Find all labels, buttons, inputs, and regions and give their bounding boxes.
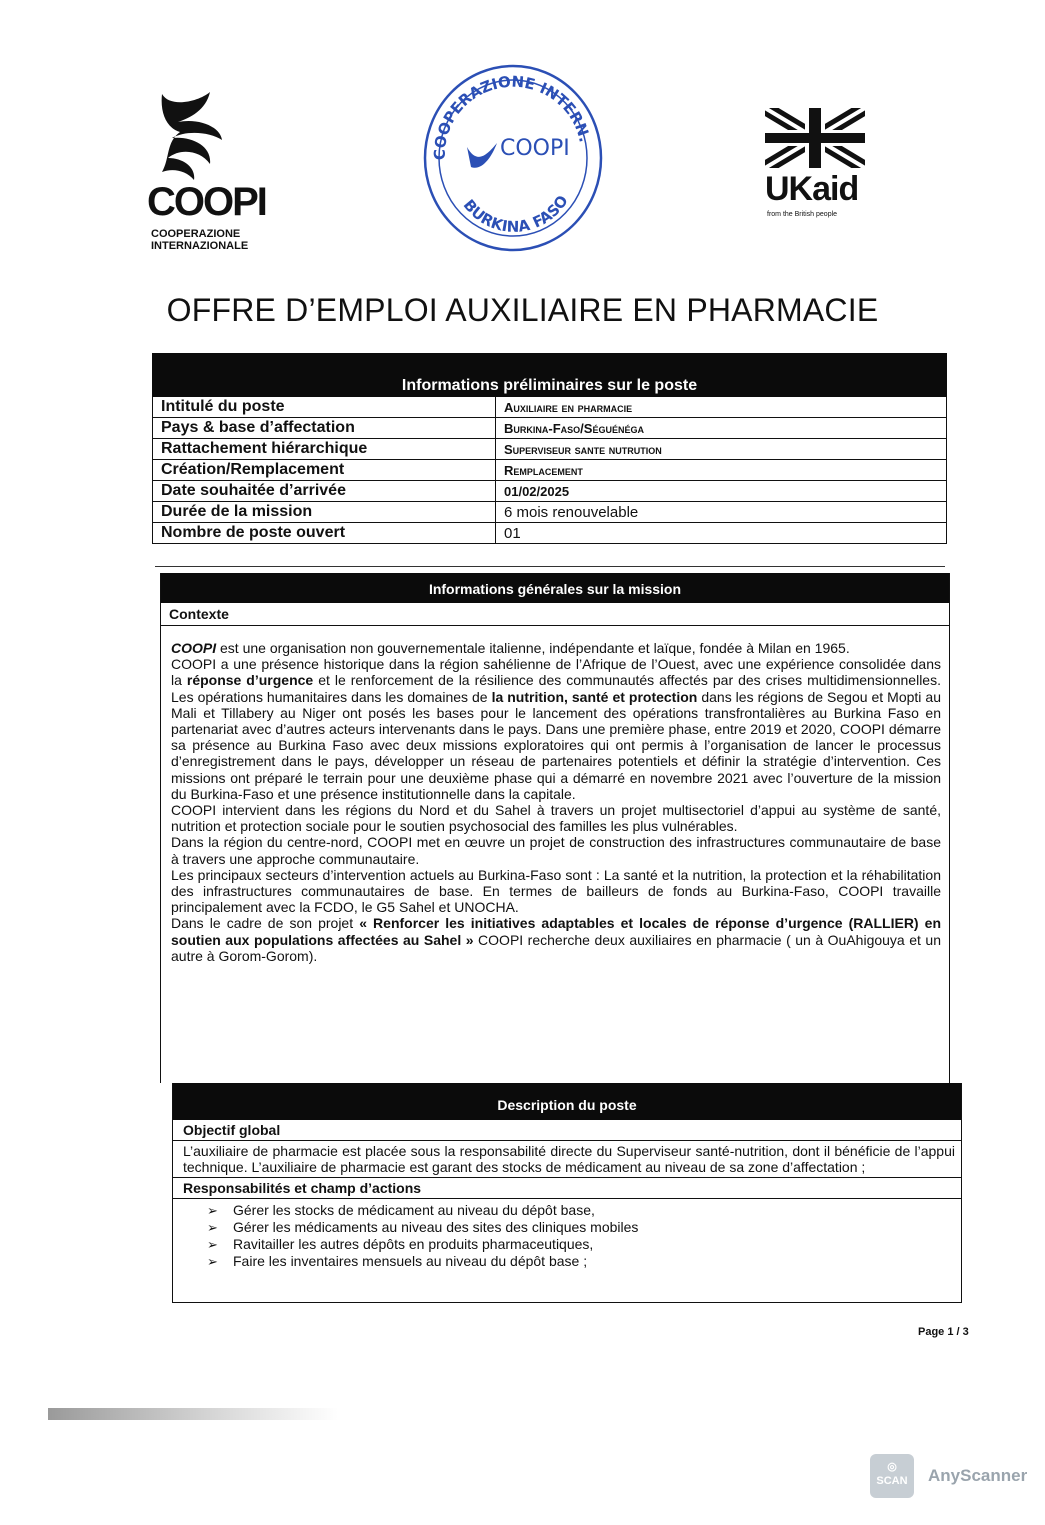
table-row xyxy=(152,439,947,460)
stamp-seal-icon xyxy=(415,55,610,255)
coopi-bold-name: COOPI xyxy=(171,640,217,656)
context-paragraph: Dans la région du centre-nord, COOPI met en œuvre un projet de construction des infrastructures communautaire de base à travers une approche communautaire. xyxy=(171,834,941,867)
text-span: et le renforcement de la résilience des communautés affectés par des crises multidimensionnelles. Les opérations humanitaires dans les domaines de xyxy=(171,672,941,705)
general-info-heading: Informations générales sur la mission xyxy=(161,573,949,603)
table-row xyxy=(152,481,947,502)
coopi-wordmark: COOPI xyxy=(147,180,266,224)
page-number: Page 1 / 3 xyxy=(918,1326,969,1338)
text-span: dans les régions de Segou et Mopti au Mali et Tillabery au Niger ont posés les bases pour le lancement des opérations transfrontalières au Burkina Faso en partenariat avec d’autres acteurs intervenants dans le pays. Dans une première phase, entre 2019 et 2020, COOPI démarre sa présence au Burkina Faso avec deux missions exploratoires qui ont permis à l’organisation de lancer le processus d’enregistrement dans le pays, développer un réseau de partenaires potentiels et définir la stratégie d’intervention. Ces missions ont préparé le terrain pour une deuxième phase qui a démarré en novembre 2021 avec l’ouverture de la mission du Burkina-Faso et une présence institutionnelle dans la capitale. xyxy=(171,688,941,802)
preliminary-info-heading: Informations préliminaires sur le poste xyxy=(152,353,947,397)
job-description-section xyxy=(172,1083,962,1303)
row-label: Intitulé du poste xyxy=(153,397,496,417)
row-value: 6 mois renouvelable xyxy=(504,504,639,521)
ukaid-logo xyxy=(765,108,875,223)
scan-badge-label: SCAN xyxy=(876,1475,908,1487)
preliminary-info-table xyxy=(152,353,947,544)
responsibilities-label: Responsabilités et champ d’actions xyxy=(173,1178,961,1199)
text-span: est une organisation non gouvernementale italienne, indépendante et laïque, fondée à Milan en 1965. xyxy=(216,640,850,656)
context-paragraph xyxy=(171,640,941,656)
list-item: ➢ Faire les inventaires mensuels au niveau du dépôt base ; xyxy=(207,1253,961,1270)
row-value: Remplacement xyxy=(504,463,583,478)
bold-span: réponse d’urgence xyxy=(186,672,314,689)
table-row xyxy=(152,418,947,439)
list-item: ➢ Gérer les stocks de médicament au niveau du dépôt base, xyxy=(207,1202,961,1219)
context-paragraph xyxy=(171,656,941,802)
coopi-logo xyxy=(145,88,275,258)
coopi-subtitle-line1: COOPERAZIONE xyxy=(151,228,241,240)
row-label: Durée de la mission xyxy=(153,502,496,522)
context-paragraph: COOPI intervient dans les régions du Nord et du Sahel à travers un projet multisectoriel d’appui au système de santé, nutrition et protection sociale pour le soutien psychosocial des familles les plus vulnérables. xyxy=(171,802,941,835)
context-label: Contexte xyxy=(161,603,949,626)
bold-span: « Renforcer les initiatives adaptables et locales de réponse d’urgence (RALLIER) en soutien aux populations affectées au Sahel » xyxy=(171,915,941,948)
objective-text: L’auxiliaire de pharmacie est placée sous la responsabilité directe du Superviseur santé-nutrition, dont il bénéficie de l’appui technique. L’auxiliaire de pharmacie est garant des stocks de médicament au niveau de sa zone d’affectation ; xyxy=(173,1141,961,1178)
row-value: Auxiliaire en pharmacie xyxy=(504,400,633,415)
responsibilities-list xyxy=(173,1199,961,1270)
text-span: Dans le cadre de son projet xyxy=(171,915,360,932)
row-label: Création/Remplacement xyxy=(153,460,496,480)
row-label: Date souhaitée d’arrivée xyxy=(153,481,496,501)
job-description-heading: Description du poste xyxy=(173,1083,961,1120)
scan-badge-icon: ◎ SCAN xyxy=(870,1454,914,1498)
row-label: Nombre de poste ouvert xyxy=(153,523,496,543)
row-value: 01/02/2025 xyxy=(504,484,570,499)
context-text xyxy=(161,626,949,964)
table-row xyxy=(152,523,947,544)
row-label: Pays & base d’affectation xyxy=(153,418,496,438)
divider xyxy=(155,566,945,567)
general-info-section xyxy=(160,573,950,1083)
anyscanner-watermark xyxy=(870,1454,1030,1498)
svg-text:COOPERAZIONE INTERN.: COOPERAZIONE INTERN. xyxy=(430,72,594,161)
scan-edge-shadow xyxy=(48,1408,338,1420)
text-span: COOPI a une présence historique dans la région sahélienne de l’Afrique de l’Ouest, avec une expérience consolidée dans la xyxy=(171,656,941,689)
text-span: COOPI recherche deux auxiliaires en pharmacie ( un à OuAhigouya et un autre à Gorom-Gorom). xyxy=(171,931,941,964)
svg-text:BURKINA FASO: BURKINA FASO xyxy=(459,192,572,236)
official-stamp xyxy=(415,55,610,255)
context-paragraph xyxy=(171,915,941,964)
list-item: ➢ Ravitailler les autres dépôts en produits pharmaceutiques, xyxy=(207,1236,961,1253)
svg-text:COOPI: COOPI xyxy=(500,136,570,161)
row-value: 01 xyxy=(504,525,521,542)
coopi-swirl-icon xyxy=(150,88,240,183)
bold-span: la nutrition, santé et protection xyxy=(491,688,698,705)
row-value: Superviseur sante nutrution xyxy=(504,442,662,457)
table-row xyxy=(152,460,947,481)
coopi-subtitle-line2: INTERNAZIONALE xyxy=(151,240,249,252)
objective-label: Objectif global xyxy=(173,1120,961,1141)
union-jack-icon xyxy=(765,108,865,168)
watermark-text: AnyScanner xyxy=(928,1466,1028,1485)
page-title: OFFRE D’EMPLOI AUXILIAIRE EN PHARMACIE xyxy=(166,292,879,328)
row-value: Burkina-Faso/Séguénéga xyxy=(504,421,644,436)
ukaid-tagline: from the British people xyxy=(767,211,838,218)
list-item: ➢ Gérer les médicaments au niveau des sites des cliniques mobiles xyxy=(207,1219,961,1236)
row-label: Rattachement hiérarchique xyxy=(153,439,496,459)
context-paragraph: Les principaux secteurs d’intervention actuels au Burkina-Faso sont : La santé et la nutrition, la protection et la réhabilitation des infrastructures communautaires de base. En termes de bailleurs de fonds au Burkina-Faso, COOPI travaille principalement avec la FCDO, le G5 Sahel et UNOCHA. xyxy=(171,866,941,916)
table-row xyxy=(152,397,947,418)
ukaid-wordmark: UKaid xyxy=(765,170,859,208)
table-row xyxy=(152,502,947,523)
